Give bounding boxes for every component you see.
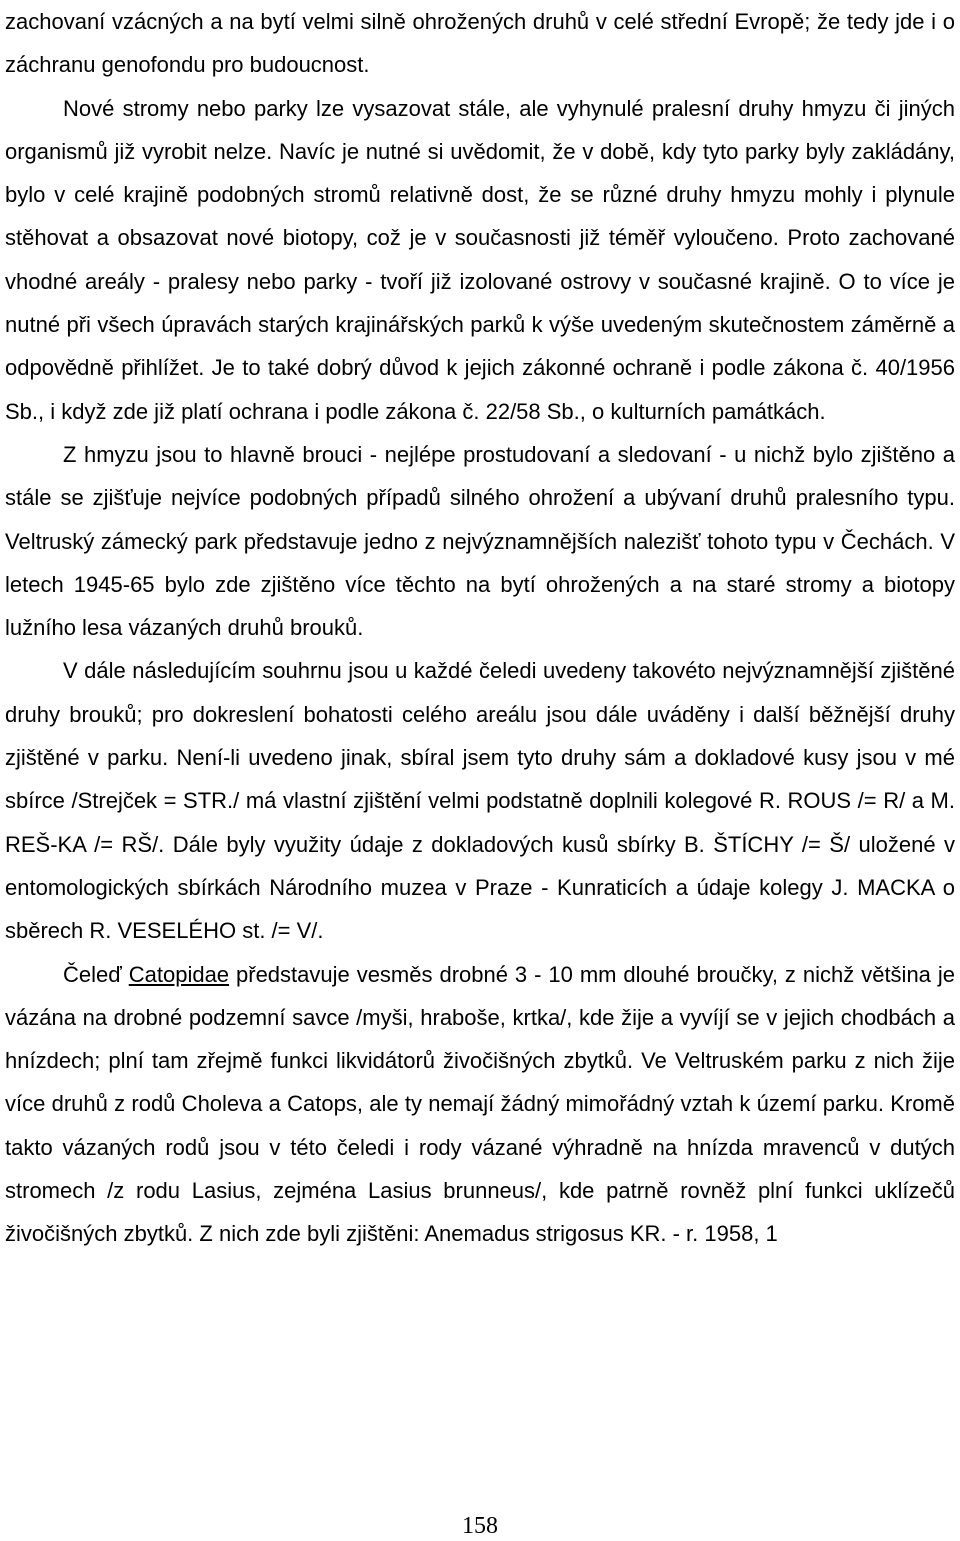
paragraph-1: zachovaní vzácných a na bytí velmi silně ohrožených druhů v celé střední Evropě; že tedy jde i o záchranu genofondu pro budoucnost. <box>5 9 955 78</box>
paragraph-5-lead: Čeleď <box>63 961 129 987</box>
family-name-catopidae: Catopidae <box>128 961 230 987</box>
page-number: 158 <box>462 1513 498 1539</box>
body-text <box>5 0 955 1256</box>
paragraph-4: V dále následujícím souhrnu jsou u každé čeledi uvedeny takovéto nejvýznamnější zjištěné druhy brouků; pro dokreslení bohatosti celého areálu jsou dále uváděny i další běžnější druhy zjištěné v parku. Není-li uvedeno jinak, sbíral jsem tyto druhy sám a dokladové kusy jsou v mé sbírce /Strejček = STR./ má vlastní zjištění velmi podstatně doplnili kolegové R. ROUS /= R/ a M. REŠ-KA /= RŠ/. Dále byly využity údaje z dokladových kusů sbírky B. ŠTÍCHY /= Š/ uložené v entomologických sbírkách Národního muzea v Praze - Kunraticích a údaje kolegy J. MACKA o sběrech R. VESELÉHO st. /= V/. <box>5 658 955 944</box>
paragraph-5 <box>5 953 955 1256</box>
paragraph-2: Nové stromy nebo parky lze vysazovat stále, ale vyhynulé pralesní druhy hmyzu či jiných organismů již vyrobit nelze. Navíc je nutné si uvědomit, že v době, kdy tyto parky byly zakládány, bylo v celé krajině podobných stromů relativně dost, že se různé druhy hmyzu mohly i plynule stěhovat a obsazovat nové biotopy, což je v současnosti již téměř vyloučeno. Proto zachované vhodné areály - pralesy nebo parky - tvoří již izolované ostrovy v současné krajině. O to více je nutné při všech úpravách starých krajinářských parků k výše uvedeným skutečnostem záměrně a odpovědně přihlížet. Je to také dobrý důvod k jejich zákonné ochraně i podle zákona č. 40/1956 Sb., i když zde již platí ochrana i podle zákona č. 22/58 Sb., o kulturních památkách. <box>5 95 955 424</box>
paragraph-5-text: představuje vesměs drobné 3 - 10 mm dlouhé broučky, z nichž většina je vázána na drobné podzemní savce /myši, hraboše, krtka/, kde žije a vyvíjí se v jejich chodbách a hnízdech; plní tam zřejmě funkci likvidátorů živočišných zbytků. Ve Veltruském parku z nich žije více druhů z rodů Choleva a Catops, ale ty nemají žádný mimořádný vztah k území parku. Kromě takto vázaných rodů jsou v této čeledi i rody vázané výhradně na hnízda mravenců v dutých stromech /z rodu Lasius, zejména Lasius brunneus/, kde patrně rovněž plní funkci uklízečů živočišných zbytků. Z nich zde byli zjištěni: Anemadus strigosus KR. - r. 1958, 1 <box>5 961 955 1247</box>
paragraph-3: Z hmyzu jsou to hlavně brouci - nejlépe prostudovaní a sledovaní - u nichž bylo zjištěno a stále se zjišťuje nejvíce podobných případů silného ohrožení a ubývaní druhů pralesního typu. Veltruský zámecký park představuje jedno z nejvýznamnějších nalezišť tohoto typu v Čechách. V letech 1945-65 bylo zde zjištěno více těchto na bytí ohrožených a na staré stromy a biotopy lužního lesa vázaných druhů brouků. <box>5 441 955 641</box>
